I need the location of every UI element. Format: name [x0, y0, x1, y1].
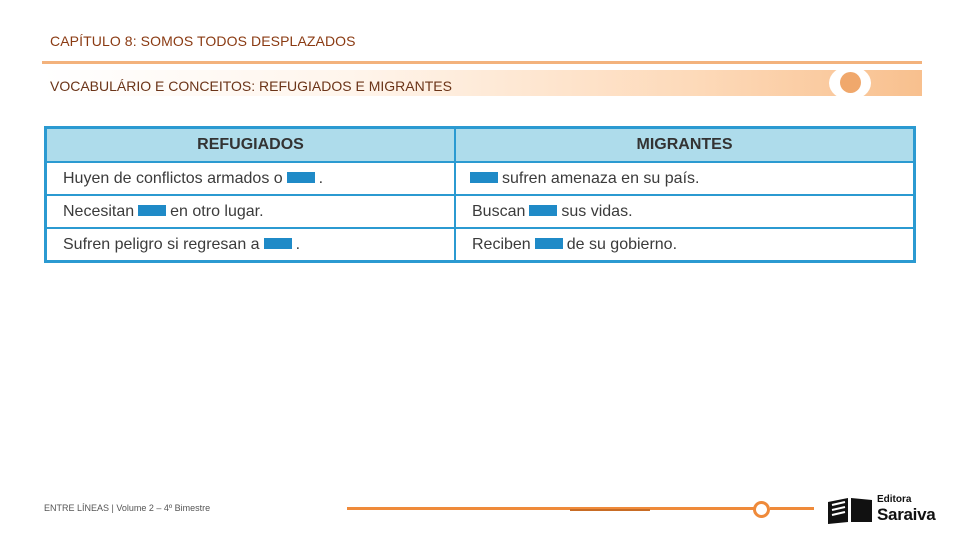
top-rule [42, 61, 922, 64]
table-cell [455, 195, 915, 228]
cell-text: . [318, 169, 324, 187]
cell-text: Necesitan [63, 202, 135, 220]
cell-text: . [295, 235, 301, 253]
cell-text: sus vidas. [561, 202, 633, 220]
fill-in-blank [264, 238, 292, 249]
fill-in-blank [470, 172, 498, 183]
footer-circle [753, 501, 770, 518]
table-row [46, 228, 915, 262]
cell-text: en otro lugar. [170, 202, 264, 220]
fill-in-blank [138, 205, 166, 216]
footer-line-end [770, 507, 814, 510]
table-header-row [46, 128, 915, 163]
cell-text: Reciben [472, 235, 531, 253]
publisher-logo [826, 494, 942, 526]
table-cell [46, 228, 456, 262]
table-row [46, 162, 915, 195]
column-header-refugiados: REFUGIADOS [46, 128, 456, 163]
section-header-bar [42, 70, 922, 96]
logo-label-big: Saraiva [877, 505, 936, 524]
cell-text: Sufren peligro si regresan a [63, 235, 260, 253]
footer-line [347, 507, 755, 510]
chapter-title: CAPÍTULO 8: SOMOS TODOS DESPLAZADOS [50, 33, 356, 49]
table-row [46, 195, 915, 228]
section-title: VOCABULÁRIO E CONCEITOS: REFUGIADOS E MIGRANTES [50, 78, 452, 94]
cell-text: Huyen de conflictos armados o [63, 169, 283, 187]
footer-text: ENTRE LÍNEAS | Volume 2 – 4º Bimestre [44, 503, 211, 513]
table-cell [46, 195, 456, 228]
vocabulary-table [44, 126, 916, 263]
logo-label-small: Editora [877, 494, 912, 505]
cell-text: sufren amenaza en su país. [502, 169, 700, 187]
footer-line-accent [570, 509, 650, 511]
cell-text: de su gobierno. [566, 235, 678, 253]
decorative-circle-dot [840, 72, 861, 93]
table-cell [46, 162, 456, 195]
fill-in-blank [535, 238, 563, 249]
cell-text: Buscan [472, 202, 526, 220]
book-icon [826, 496, 874, 524]
column-header-migrantes: MIGRANTES [455, 128, 915, 163]
fill-in-blank [287, 172, 315, 183]
fill-in-blank [529, 205, 557, 216]
table-cell [455, 162, 915, 195]
table-cell [455, 228, 915, 262]
